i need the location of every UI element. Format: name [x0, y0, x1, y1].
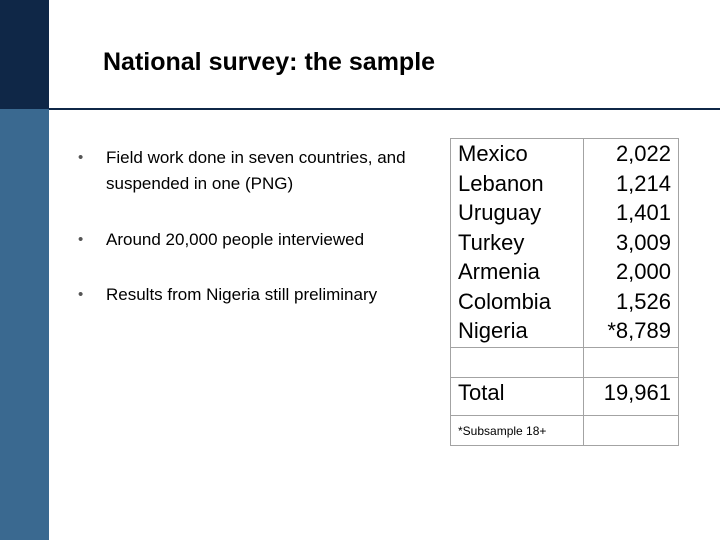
- sample-size: 2,022: [615, 141, 671, 166]
- bullet-item: [78, 145, 436, 197]
- total-label-cell: [451, 378, 584, 416]
- bullet-item: [78, 282, 436, 308]
- footnote-cell: [451, 416, 584, 446]
- country-name: Mexico: [458, 141, 528, 166]
- table-row-footnote: [451, 416, 679, 446]
- bullet-marker: •: [78, 149, 84, 166]
- bullet-text: Results from Nigeria still preliminary: [106, 285, 378, 304]
- value-column: [584, 139, 679, 348]
- country-name: Lebanon: [458, 170, 544, 196]
- sample-size: 2,000: [615, 259, 671, 284]
- country-column: [451, 139, 584, 348]
- country-name: Uruguay: [458, 200, 542, 225]
- title-divider: [49, 108, 720, 110]
- country-name: Armenia: [458, 259, 540, 284]
- total-value: 19,961: [603, 380, 671, 405]
- table-row-total: [451, 378, 679, 416]
- footnote: *Subsample 18+: [458, 424, 547, 438]
- sample-size: 1,526: [615, 288, 671, 314]
- sample-size: 1,214: [615, 170, 671, 196]
- bullet-marker: •: [78, 286, 84, 303]
- country-name: Turkey: [458, 229, 525, 255]
- table-row-empty: [451, 348, 679, 378]
- slide-title: National survey: the sample: [103, 48, 436, 76]
- empty-cell: [451, 348, 584, 378]
- empty-cell: [584, 348, 679, 378]
- total-value-cell: [584, 378, 679, 416]
- table-row: [451, 139, 679, 348]
- country-name: Colombia: [458, 288, 551, 314]
- sample-size: 1,401: [615, 200, 671, 225]
- bullet-marker: •: [78, 231, 84, 248]
- bullet-item: [78, 227, 436, 253]
- bullet-text: Around 20,000 people interviewed: [106, 230, 365, 249]
- bullet-text: Field work done in seven countries, and suspended in one (PNG): [106, 148, 406, 193]
- sidebar-header-block: [0, 0, 49, 109]
- sample-size: *8,789: [607, 318, 671, 343]
- sample-size: 3,009: [615, 229, 671, 255]
- sample-table: [450, 138, 679, 446]
- country-name: Nigeria: [458, 318, 528, 343]
- total-label: Total: [458, 380, 505, 405]
- empty-cell: [584, 416, 679, 446]
